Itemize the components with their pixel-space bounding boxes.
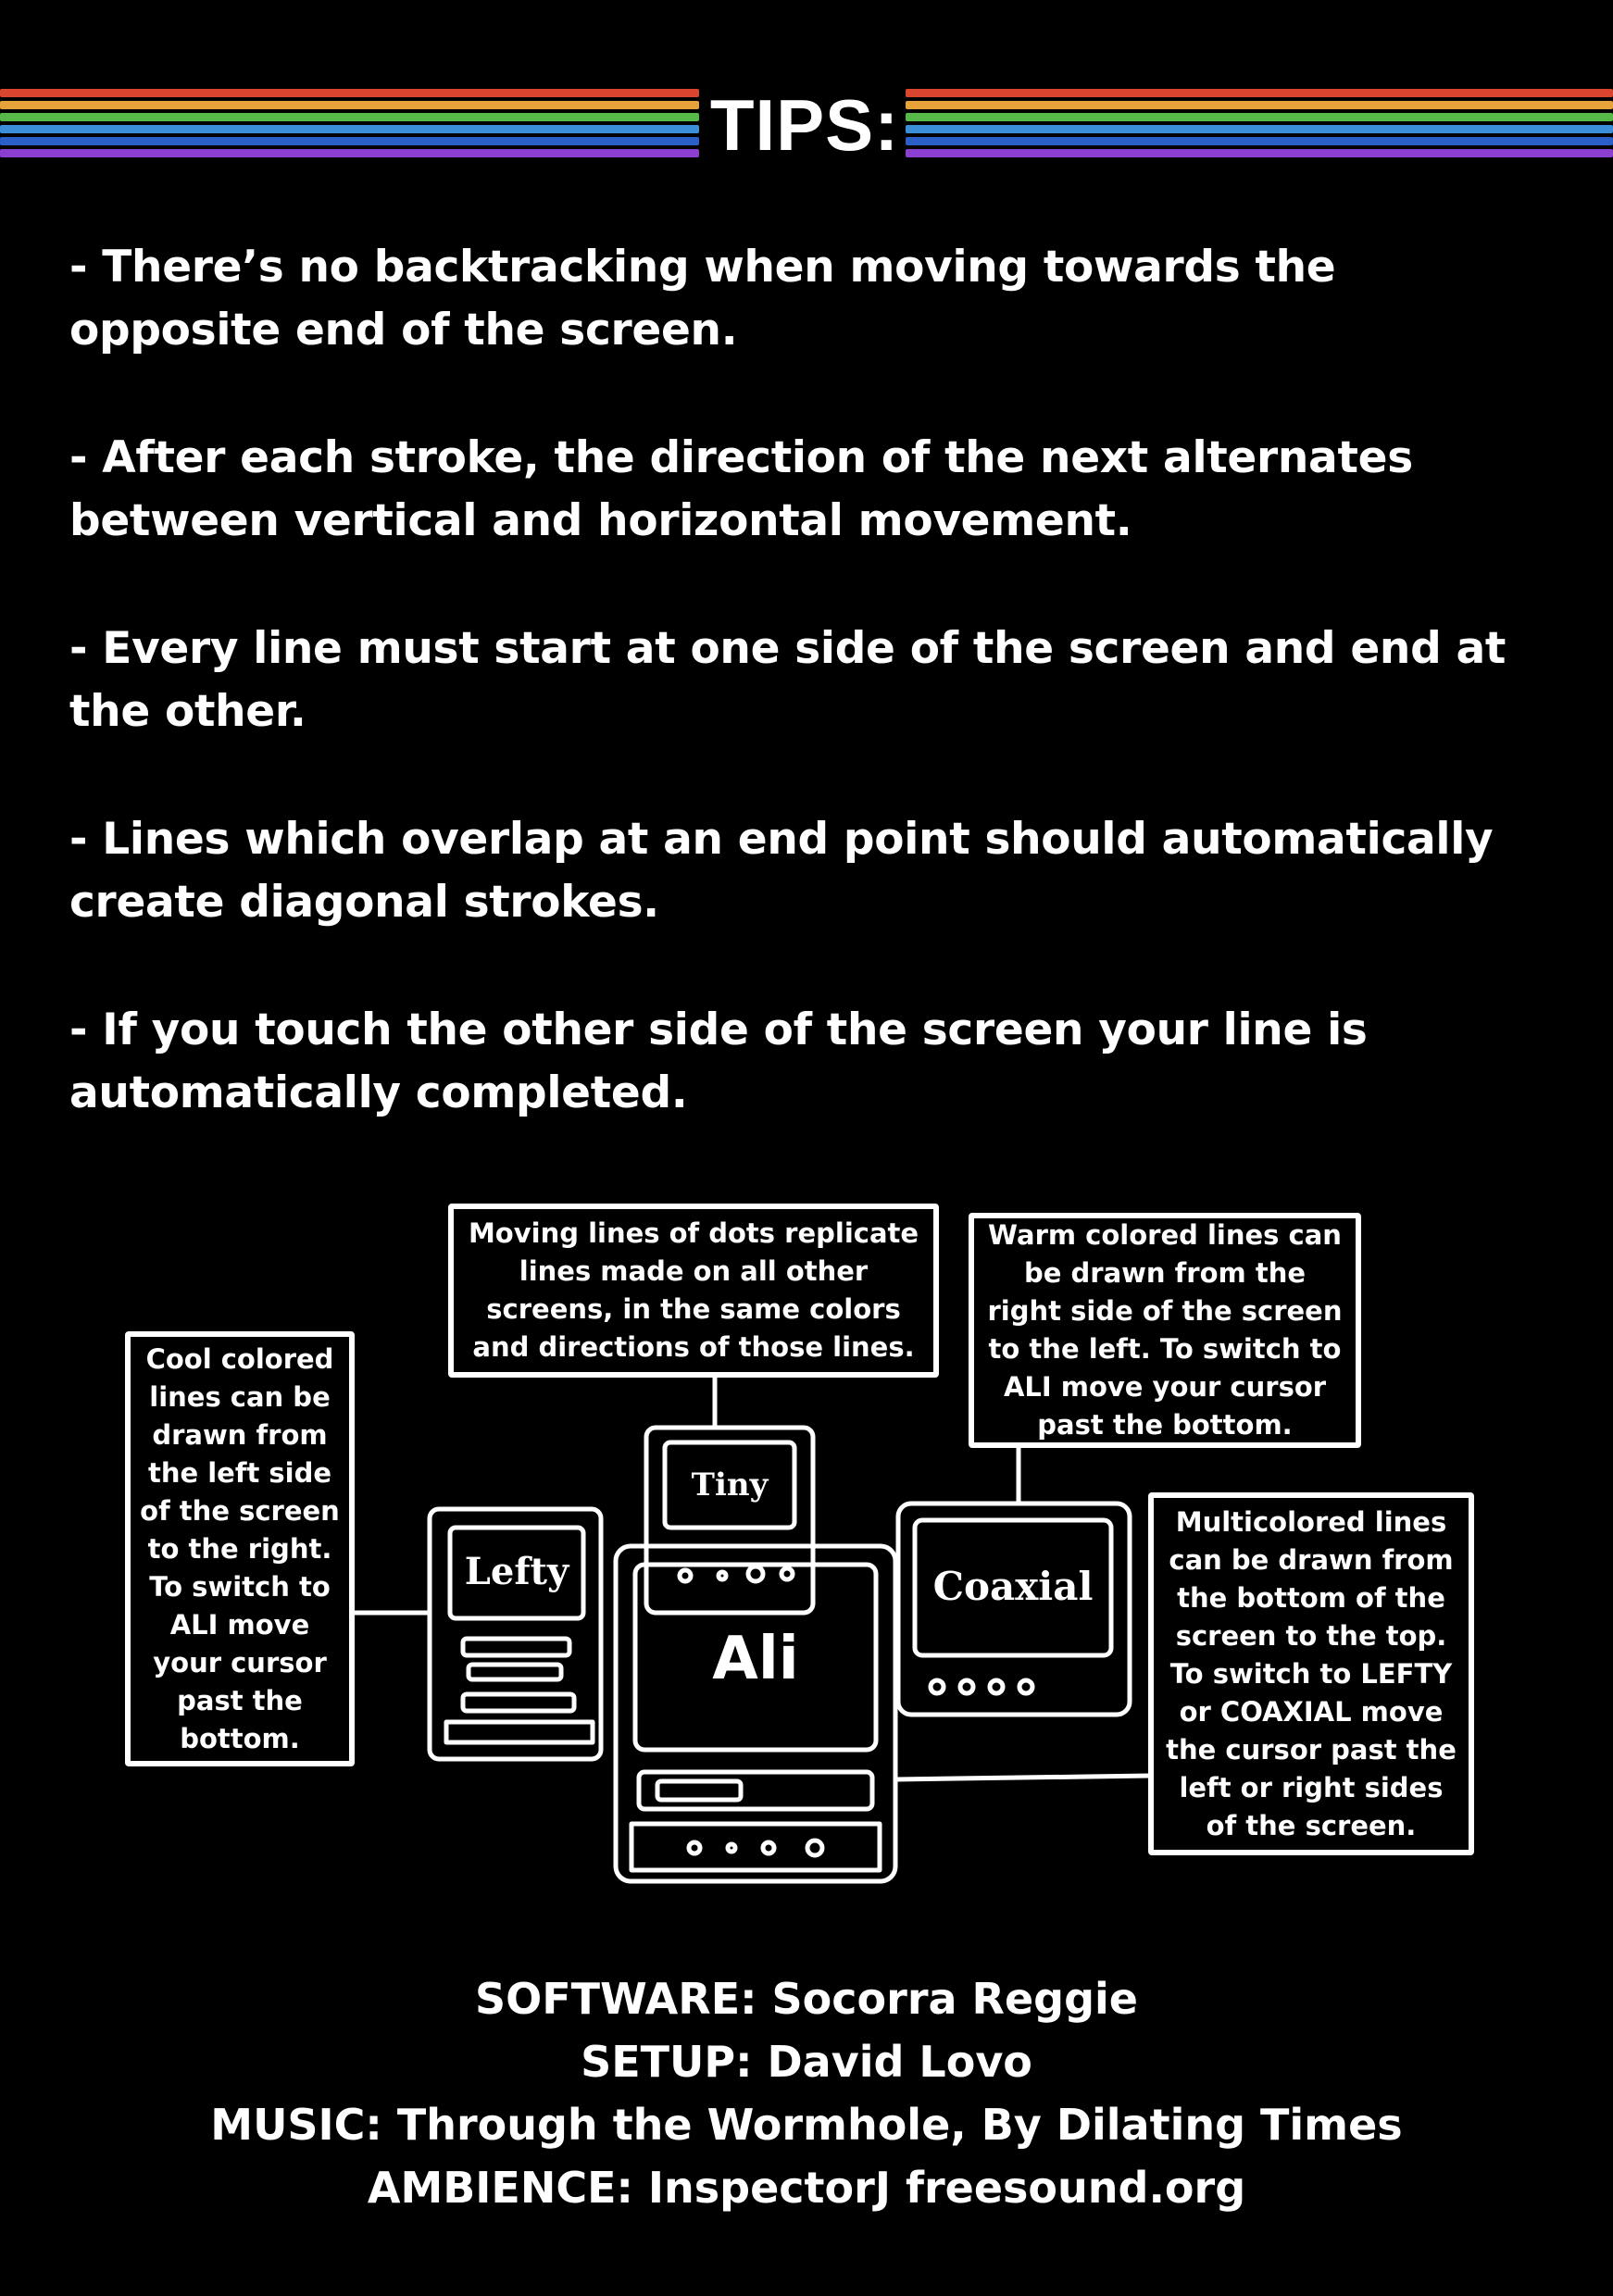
header bbox=[0, 56, 1613, 185]
tip-item: - Lines which overlap at an end point should automatically create diagonal strokes. bbox=[69, 814, 1494, 928]
stripe-purple bbox=[906, 149, 1613, 157]
cool-lines-callout: Cool colored lines can be drawn from the left side of the screen to the right. To switch to ALI move your cursor past the bottom. bbox=[125, 1331, 355, 1766]
credit-line-music: MUSIC: Through the Wormhole, By Dilating Times bbox=[210, 2100, 1403, 2150]
ali-monitor-label: Ali bbox=[712, 1625, 799, 1693]
tip-item: - If you touch the other side of the screen your line is automatically completed. bbox=[69, 1004, 1368, 1118]
tip-item: - After each stroke, the direction of the next alternates between vertical and horizontal movement. bbox=[69, 432, 1413, 546]
credit-line-ambience: AMBIENCE: InspectorJ freesound.org bbox=[367, 2163, 1246, 2213]
warm-lines-callout: Warm colored lines can be drawn from the right side of the screen to the left. To switch to ALI move your cursor past the bottom. bbox=[969, 1213, 1361, 1448]
rainbow-stripes-left bbox=[0, 89, 699, 159]
stripe-orange bbox=[0, 101, 699, 109]
tiny-monitor-label: Tiny bbox=[691, 1466, 769, 1504]
multicolored-lines-callout: Multicolored lines can be drawn from the bottom of the screen to the top. To switch to LEFTY or COAXIAL move the cursor past the left or right sides of the screen. bbox=[1148, 1492, 1474, 1855]
stripe-orange bbox=[906, 101, 1613, 109]
stripe-blue bbox=[906, 137, 1613, 145]
rainbow-stripes-right bbox=[906, 89, 1613, 159]
connector-line bbox=[896, 1776, 1150, 1779]
tips-list bbox=[69, 236, 1551, 1190]
stripe-light-blue bbox=[0, 125, 699, 133]
moving-lines-callout: Moving lines of dots replicate lines made on all other screens, in the same colors and directions of those lines. bbox=[448, 1204, 939, 1378]
stripe-green bbox=[906, 113, 1613, 121]
stripe-green bbox=[0, 113, 699, 121]
stripe-light-blue bbox=[906, 125, 1613, 133]
credit-line-setup: SETUP: David Lovo bbox=[581, 2037, 1032, 2087]
stripe-red bbox=[906, 89, 1613, 97]
tip-item: - Every line must start at one side of the screen and end at the other. bbox=[69, 623, 1507, 737]
stripe-red bbox=[0, 89, 699, 97]
page-title: TIPS: bbox=[709, 84, 900, 166]
credits bbox=[0, 1967, 1613, 2219]
monitor-diagram bbox=[0, 1176, 1613, 1916]
credit-line-software: SOFTWARE: Socorra Reggie bbox=[474, 1974, 1139, 2024]
tiny-monitor bbox=[646, 1428, 813, 1613]
lefty-monitor-label: Lefty bbox=[464, 1550, 569, 1593]
stripe-blue bbox=[0, 137, 699, 145]
ali-monitor bbox=[616, 1546, 895, 1881]
coaxial-monitor-label: Coaxial bbox=[932, 1564, 1094, 1609]
stripe-purple bbox=[0, 149, 699, 157]
tip-item: - There’s no backtracking when moving towards the opposite end of the screen. bbox=[69, 242, 1336, 356]
